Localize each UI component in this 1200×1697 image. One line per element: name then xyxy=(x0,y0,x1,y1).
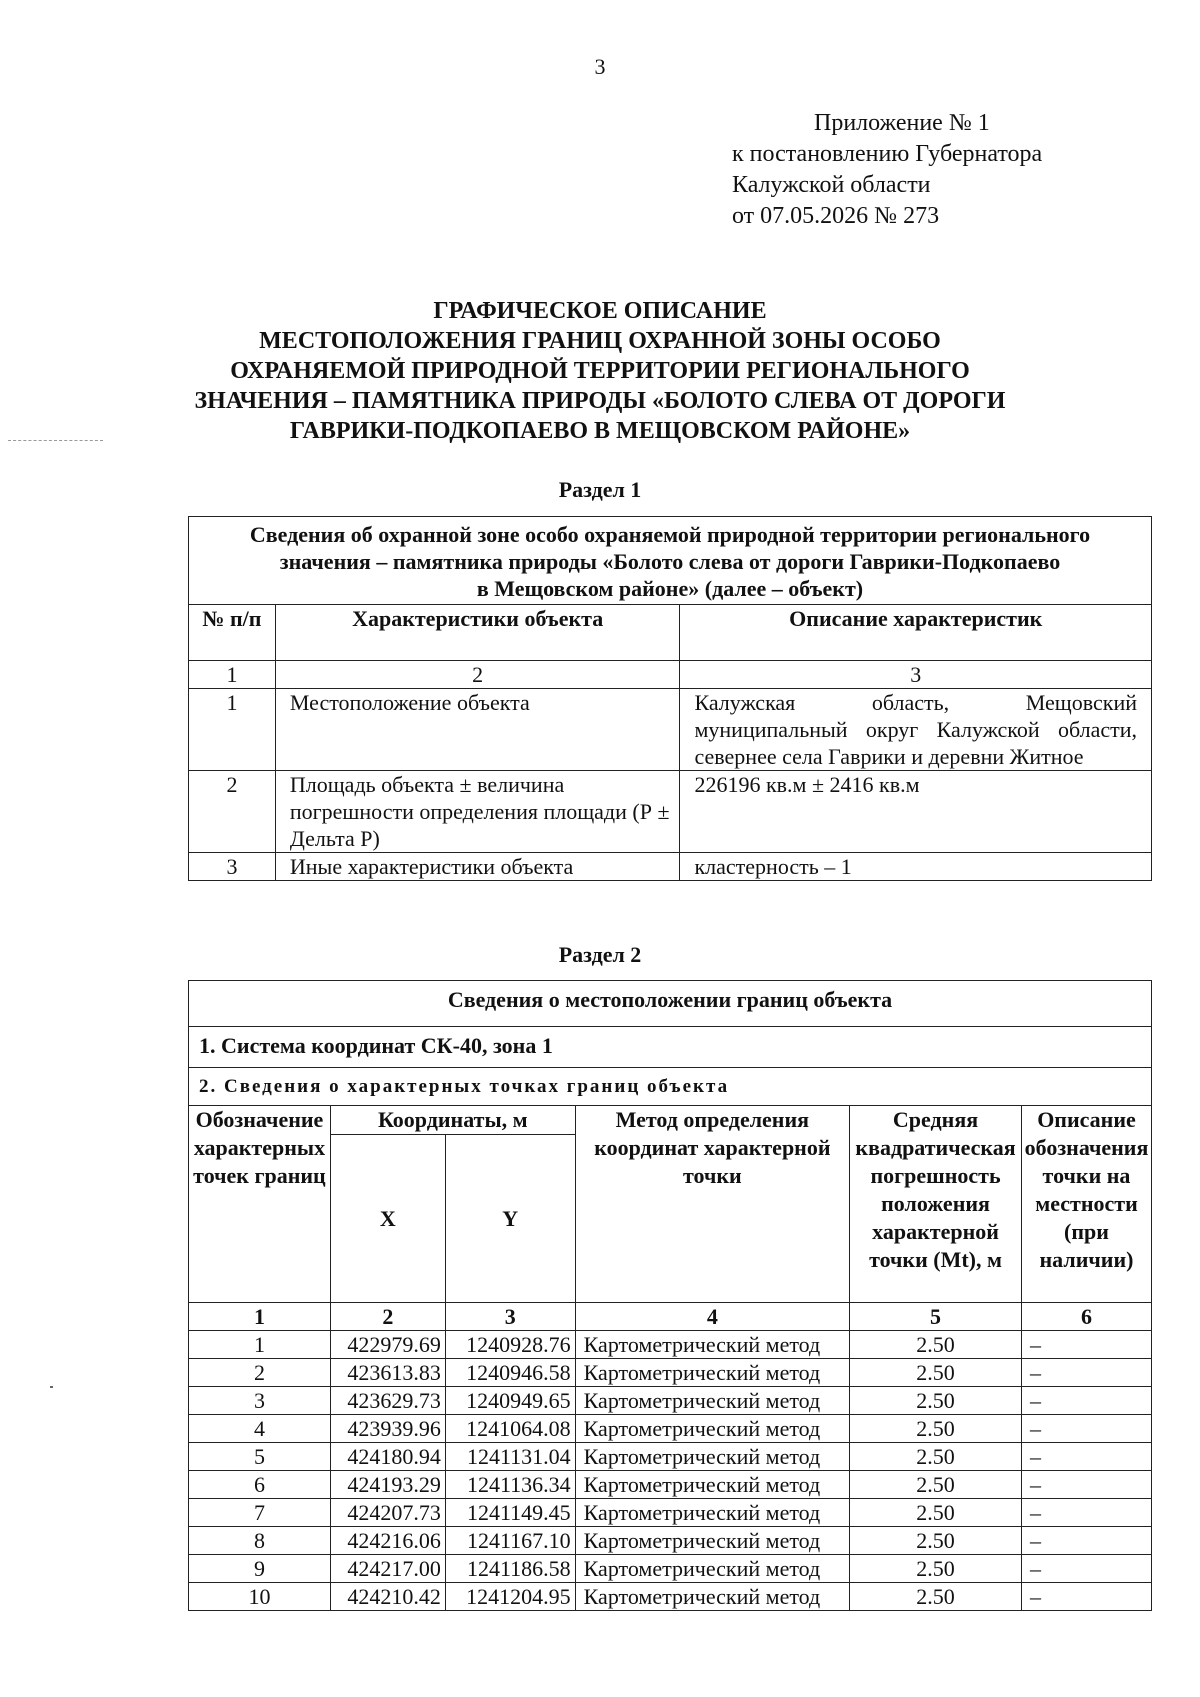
row-number: 3 xyxy=(189,853,276,881)
method: Картометрический метод xyxy=(575,1443,849,1471)
points-title: 2. Сведения о характерных точках границ объекта xyxy=(189,1068,1152,1106)
col-number: 3 xyxy=(680,661,1152,689)
table-row xyxy=(189,1359,1152,1387)
table-row xyxy=(189,853,1152,881)
method: Картометрический метод xyxy=(575,1527,849,1555)
coord-x: 424217.00 xyxy=(330,1555,445,1583)
point-number: 10 xyxy=(189,1583,331,1611)
coord-y: 1241064.08 xyxy=(445,1415,575,1443)
coord-x: 423939.96 xyxy=(330,1415,445,1443)
table-row xyxy=(189,1331,1152,1359)
table-row xyxy=(189,1415,1152,1443)
caption-line: Сведения об охранной зоне особо охраняемой природной территории регионального xyxy=(249,522,1091,547)
coord-y: 1241136.34 xyxy=(445,1471,575,1499)
mt-value: 2.50 xyxy=(850,1527,1022,1555)
col-number: 1 xyxy=(189,661,276,689)
title-line: ГАВРИКИ-ПОДКОПАЕВО В МЕЩОВСКОМ РАЙОНЕ» xyxy=(289,418,911,444)
coord-y: 1241186.58 xyxy=(445,1555,575,1583)
appendix-line: Калужской области xyxy=(732,172,931,198)
section1-table xyxy=(188,516,1152,881)
row-number: 1 xyxy=(189,689,276,771)
point-number: 9 xyxy=(189,1555,331,1583)
point-description: – xyxy=(1022,1387,1152,1415)
header-designation: Обозначение характерных точек границ xyxy=(189,1106,331,1303)
coord-x: 424207.73 xyxy=(330,1499,445,1527)
title-line: ГРАФИЧЕСКОЕ ОПИСАНИЕ xyxy=(433,298,767,324)
coord-y: 1240928.76 xyxy=(445,1331,575,1359)
method: Картометрический метод xyxy=(575,1387,849,1415)
header-point-description: Описание обозначения точки на местности (при наличии) xyxy=(1022,1106,1152,1303)
page-number: 3 xyxy=(594,54,606,79)
section1-heading: Раздел 1 xyxy=(558,477,642,502)
row-characteristic: Местоположение объекта xyxy=(275,689,680,771)
point-description: – xyxy=(1022,1527,1152,1555)
margin-dot xyxy=(50,1386,53,1388)
table-row xyxy=(189,1583,1152,1611)
row-characteristic: Площадь объекта ± величина погрешности определения площади (Р ± Дельта Р) xyxy=(275,771,680,853)
coord-x: 423613.83 xyxy=(330,1359,445,1387)
mt-value: 2.50 xyxy=(850,1387,1022,1415)
col-number: 5 xyxy=(850,1303,1022,1331)
coordinate-system: 1. Система координат СК-40, зона 1 xyxy=(189,1027,1152,1068)
coord-x: 424193.29 xyxy=(330,1471,445,1499)
point-description: – xyxy=(1022,1583,1152,1611)
point-number: 8 xyxy=(189,1527,331,1555)
appendix-line: от 07.05.2026 № 273 xyxy=(732,203,940,229)
header-number: № п/п xyxy=(189,605,276,661)
header-coordinates: Координаты, м xyxy=(330,1106,575,1135)
caption-line: в Мещовском районе» (далее – объект) xyxy=(476,576,864,601)
header-characteristic: Характеристики объекта xyxy=(275,605,680,661)
mt-value: 2.50 xyxy=(850,1499,1022,1527)
row-description: Калужская область, Мещовский муниципальный округ Калужской области, севернее села Гаврики и деревни Житное xyxy=(680,689,1152,771)
point-description: – xyxy=(1022,1471,1152,1499)
point-description: – xyxy=(1022,1331,1152,1359)
method: Картометрический метод xyxy=(575,1415,849,1443)
mt-value: 2.50 xyxy=(850,1415,1022,1443)
point-description: – xyxy=(1022,1359,1152,1387)
header-method: Метод определения координат характерной точки xyxy=(575,1106,849,1303)
header-y: Y xyxy=(445,1135,575,1303)
section2-table xyxy=(188,980,1152,1611)
appendix-line: Приложение № 1 xyxy=(814,110,990,136)
table-row xyxy=(189,1443,1152,1471)
col-number: 1 xyxy=(189,1303,331,1331)
appendix-block xyxy=(732,108,1042,232)
point-description: – xyxy=(1022,1443,1152,1471)
mt-value: 2.50 xyxy=(850,1555,1022,1583)
table-row xyxy=(189,1499,1152,1527)
method: Картометрический метод xyxy=(575,1359,849,1387)
margin-mark xyxy=(8,440,103,441)
method: Картометрический метод xyxy=(575,1555,849,1583)
point-description: – xyxy=(1022,1555,1152,1583)
mt-value: 2.50 xyxy=(850,1331,1022,1359)
coord-y: 1240946.58 xyxy=(445,1359,575,1387)
point-number: 7 xyxy=(189,1499,331,1527)
section2-heading: Раздел 2 xyxy=(558,942,642,967)
col-number: 2 xyxy=(330,1303,445,1331)
row-characteristic: Иные характеристики объекта xyxy=(275,853,680,881)
caption-line: значения – памятника природы «Болото слева от дороги Гаврики-Подкопаево xyxy=(279,549,1061,574)
coord-y: 1240949.65 xyxy=(445,1387,575,1415)
coord-x: 424216.06 xyxy=(330,1527,445,1555)
col-number: 2 xyxy=(275,661,680,689)
point-number: 3 xyxy=(189,1387,331,1415)
point-description: – xyxy=(1022,1415,1152,1443)
coord-y: 1241167.10 xyxy=(445,1527,575,1555)
section1-caption xyxy=(189,517,1152,605)
section2-caption: Сведения о местоположении границ объекта xyxy=(189,981,1152,1027)
table-row xyxy=(189,1471,1152,1499)
appendix-line: к постановлению Губернатора xyxy=(732,141,1043,167)
coord-y: 1241149.45 xyxy=(445,1499,575,1527)
col-number: 3 xyxy=(445,1303,575,1331)
method: Картометрический метод xyxy=(575,1583,849,1611)
point-number: 5 xyxy=(189,1443,331,1471)
method: Картометрический метод xyxy=(575,1331,849,1359)
coord-y: 1241131.04 xyxy=(445,1443,575,1471)
point-number: 4 xyxy=(189,1415,331,1443)
row-number: 2 xyxy=(189,771,276,853)
title-line: МЕСТОПОЛОЖЕНИЯ ГРАНИЦ ОХРАННОЙ ЗОНЫ ОСОБО xyxy=(259,328,941,354)
coord-y: 1241204.95 xyxy=(445,1583,575,1611)
table-row xyxy=(189,771,1152,853)
mt-value: 2.50 xyxy=(850,1583,1022,1611)
document-title xyxy=(0,296,1200,446)
mt-value: 2.50 xyxy=(850,1471,1022,1499)
table-row xyxy=(189,1387,1152,1415)
row-description: кластерность – 1 xyxy=(680,853,1152,881)
row-description: 226196 кв.м ± 2416 кв.м xyxy=(680,771,1152,853)
coord-x: 424210.42 xyxy=(330,1583,445,1611)
col-number: 6 xyxy=(1022,1303,1152,1331)
header-x: X xyxy=(330,1135,445,1303)
title-line: ОХРАНЯЕМОЙ ПРИРОДНОЙ ТЕРРИТОРИИ РЕГИОНАЛЬНОГО xyxy=(230,358,970,384)
point-description: – xyxy=(1022,1499,1152,1527)
mt-value: 2.50 xyxy=(850,1359,1022,1387)
coord-x: 422979.69 xyxy=(330,1331,445,1359)
point-number: 1 xyxy=(189,1331,331,1359)
coord-x: 423629.73 xyxy=(330,1387,445,1415)
header-error: Средняя квадратическая погрешность положения характерной точки (Mt), м xyxy=(850,1106,1022,1303)
title-line: ЗНАЧЕНИЯ – ПАМЯТНИКА ПРИРОДЫ «БОЛОТО СЛЕВА ОТ ДОРОГИ xyxy=(194,388,1006,414)
method: Картометрический метод xyxy=(575,1471,849,1499)
mt-value: 2.50 xyxy=(850,1443,1022,1471)
point-number: 2 xyxy=(189,1359,331,1387)
table-row xyxy=(189,1555,1152,1583)
table-row xyxy=(189,689,1152,771)
coord-x: 424180.94 xyxy=(330,1443,445,1471)
point-number: 6 xyxy=(189,1471,331,1499)
table-row xyxy=(189,1527,1152,1555)
header-description: Описание характеристик xyxy=(680,605,1152,661)
col-number: 4 xyxy=(575,1303,849,1331)
method: Картометрический метод xyxy=(575,1499,849,1527)
